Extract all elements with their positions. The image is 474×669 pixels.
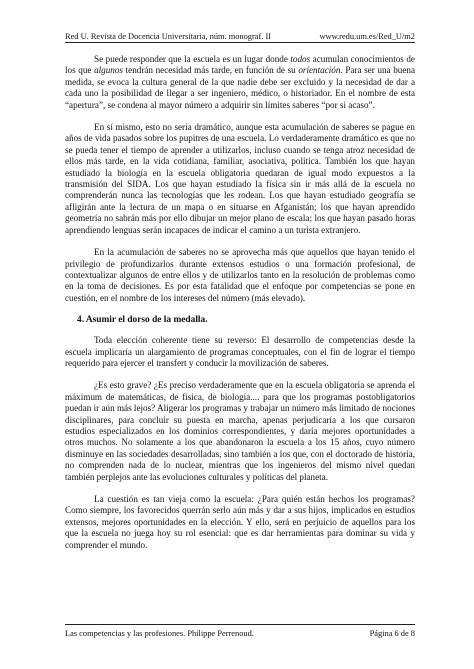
footer-page-number: Página 6 de 8 xyxy=(369,629,415,638)
paragraph-5: ¿Es esto grave? ¿Es preciso verdaderamente que en la escuela obligatoria se aprenda el máximum de matemáticas, de física, de biología.... para que los programas postobligatorios puedan ir aún más lejos? Aligerar los programas y trabajar un número más limitado de nociones disciplinares, para concluir su puesta en marcha, apenas perjudicaría a los que cursaron estudios especializados en los dominios correspondientes, y daría mejores oportunidades a otros muchos. No solamente a los que abandonaron la escuela a los 15 años, cuyo número disminuye en las sociedades desarrolladas, sino también a los que, con el doctorado de historia, no comprenden nada de lo nuclear, mientras que los ingenieros del mismo nivel quedan también perplejos ante las evoluciones culturales y políticas del planeta. xyxy=(65,380,415,482)
paragraph-3: En la acumulación de saberes no se aprovecha más que aquellos que hayan tenido el privilegio de profundizarlos durante extensos estudios o una formación profesional, de contextualizar algunos de entre ellos y de utilizarlos tanto en la resolución de problemas como en la toma de decisiones. Es por esta fatalidad que el enfoque por competencias se pone en cuestión, en el nombre de los intereses del número (más elevado). xyxy=(65,247,415,303)
paragraph-1 xyxy=(65,54,415,111)
emphasis-todos: todos xyxy=(290,54,311,64)
emphasis-algunos: algunos xyxy=(94,65,123,76)
emphasis-orientacion: orientación xyxy=(298,65,341,76)
page-footer xyxy=(65,629,415,641)
footer-document-title: Las competencias y las profesiones. Philippe Perrenoud. xyxy=(65,629,254,638)
section-heading: 4. Asumir el dorso de la medalla. xyxy=(77,315,208,326)
text-run: . Para ser una buena medida, se evoca la cultura general de la que nadie debe ser excluido y la necesidad de dar a cada uno la posibilidad de llegar a ser ingeniero, médico, o historiador. En el nombre de esta “apertura”, se condena al mayor número a adquirir sin límites saberes “por si acaso”. xyxy=(65,65,416,110)
header-rule xyxy=(65,42,415,43)
paragraph-6: La cuestión es tan vieja como la escuela: ¿Para quién están hechos los programas? Como siempre, los favorecidos querrán serlo aún más y dar a sus hijos, implicados en estudios extensos, mejores oportunidades en la elección. Y ello, será en perjuicio de aquellos para los que la escuela no juega hoy su rol esencial: que es dar herramientas para dominar su vida y comprender el mundo. xyxy=(65,494,415,550)
text-run: tendrán necesidad más tarde, en función de su xyxy=(122,65,299,76)
footer-rule xyxy=(65,624,415,625)
page-header xyxy=(65,27,415,41)
header-journal-title: Red U. Revista de Docencia Universitaria, núm. monograf. II xyxy=(65,32,272,41)
page-body xyxy=(65,54,415,562)
paragraph-4: Toda elección coherente tiene su reverso: El desarrollo de competencias desde la escuela implicaría un alargamiento de programas conceptuales, con el fin de lograr el tiempo requerido para ejercer el transfert y conducir la movilización de saberes. xyxy=(65,335,415,368)
header-journal-url: www.redu.um.es/Red_U/m2 xyxy=(319,32,415,41)
text-run: Se puede responder que la escuela es un lugar donde xyxy=(94,54,291,64)
paragraph-2: En sí mismo, esto no sería dramático, aunque esta acumulación de saberes se pague en años de vida pasados sobre los pupitres de una escuela. Lo verdaderamente dramático es que no se pueda tener el tiempo de aprender a utilizarlos, incluso cuando se tenga atroz necesidad de ellos más tarde, en la vida cotidiana, familiar, asociativa, política. También los que hayan estudiado la biología en la escuela obligatoria quedaran de igual modo expuestos a la transmisión del SIDA. Los que hayan estudiado la física sin ir más allá de la escuela no comprenderán nunca las tecnologías que les rodean. Los que hayan estudiado geografía se afligirán ante la lectura de un mapa o en situarse en Afganistán; los que hayan aprendido geometría no sabrán más por ello dibujar un mejor plano de escala; los que hayan pasado horas aprendiendo lenguas serán incapaces de indicar el camino a un turista extranjero. xyxy=(65,122,415,235)
text-run: acumulan conocimientos de los que xyxy=(65,54,415,76)
